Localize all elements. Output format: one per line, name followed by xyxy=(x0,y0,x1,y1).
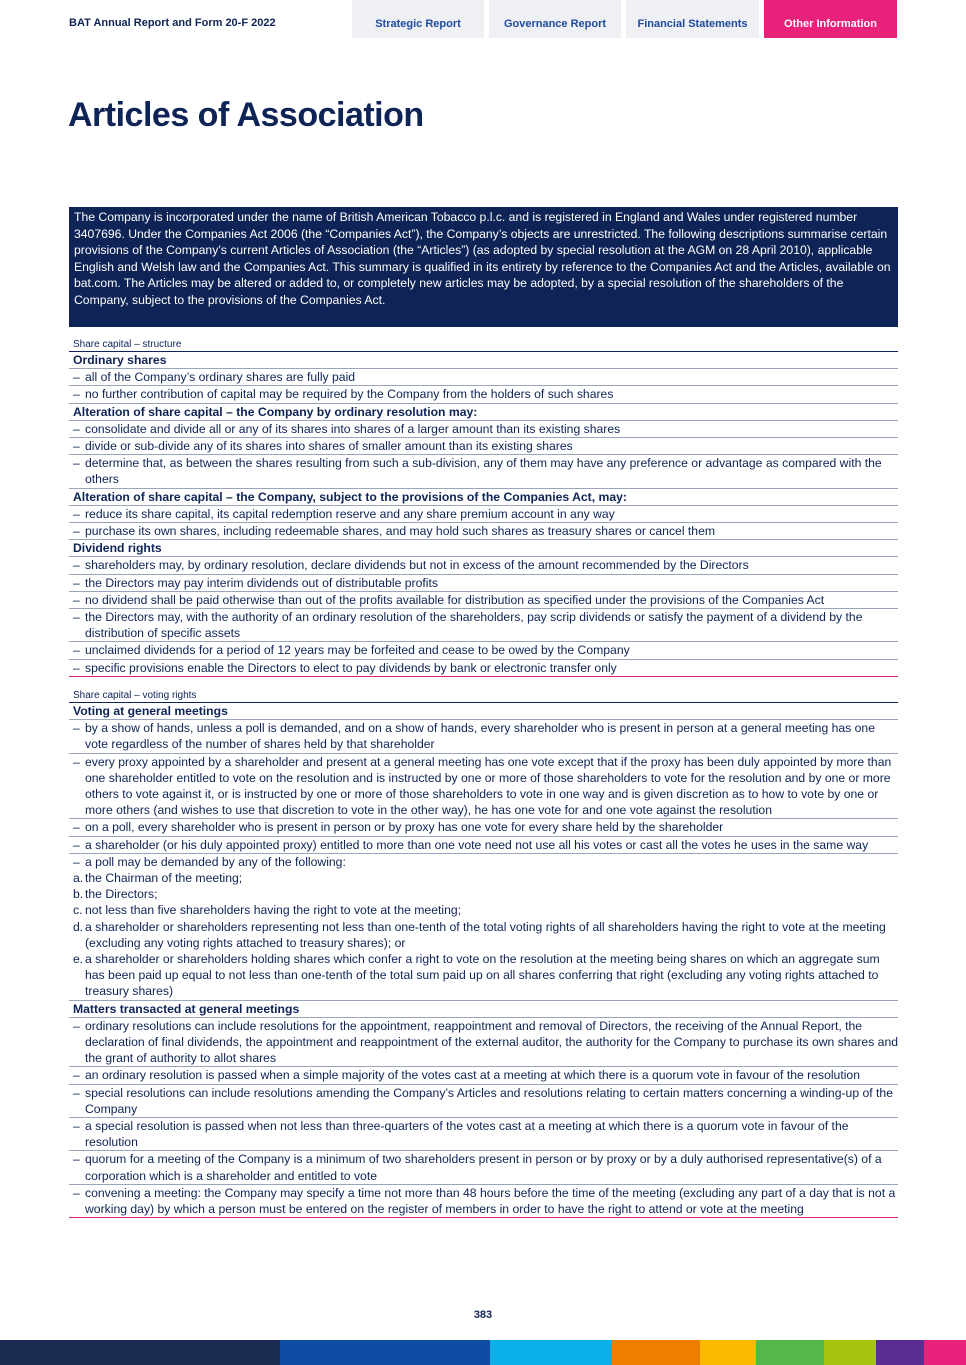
row-text: unclaimed dividends for a period of 12 years may be forfeited and cease to be owed by the Company xyxy=(85,643,630,658)
footer-color-segment xyxy=(280,1340,490,1365)
row-marker: – xyxy=(73,524,80,539)
table-row xyxy=(69,454,898,487)
table-subitem xyxy=(69,919,898,951)
share-capital-structure-table xyxy=(69,351,898,677)
table-section-heading: Voting at general meetings xyxy=(73,704,228,718)
table-subitem xyxy=(69,886,898,902)
table-row xyxy=(69,385,898,402)
row-marker: b. xyxy=(73,887,84,902)
row-text: all of the Company’s ordinary shares are fully paid xyxy=(85,370,356,385)
section-label: Share capital – voting rights xyxy=(73,690,197,701)
document-title: BAT Annual Report and Form 20-F 2022 xyxy=(69,17,276,29)
table-row xyxy=(69,368,898,385)
footer-color-bar xyxy=(0,1340,966,1365)
table-row xyxy=(69,608,898,641)
row-text: not less than five shareholders having the right to vote at the meeting; xyxy=(85,903,462,918)
table-row xyxy=(69,1184,898,1217)
table-subitem xyxy=(69,870,898,886)
table-section-heading: Alteration of share capital – the Company, subject to the provisions of the Companies Act, may: xyxy=(69,488,898,505)
row-marker: – xyxy=(73,721,80,736)
row-text: the Chairman of the meeting; xyxy=(85,871,243,886)
table-row xyxy=(69,659,898,676)
table-row xyxy=(69,818,898,835)
row-text: a shareholder (or his duly appointed proxy) entitled to more than one vote need not use all his votes or cast all the votes he uses in the same way xyxy=(85,837,869,852)
table-row xyxy=(69,719,898,752)
row-marker: – xyxy=(73,1185,80,1200)
row-marker: – xyxy=(73,1119,80,1134)
row-text: the Directors may, with the authority of an ordinary resolution of the shareholders, pay scrip dividends or satisfy the payment of a dividend by the distribution of specific assets xyxy=(85,610,863,641)
row-marker: – xyxy=(73,610,80,625)
row-text: determine that, as between the shares resulting from such a sub-division, any of them may have any preference or advantage as compared with the others xyxy=(85,456,882,487)
row-text: divide or sub-divide any of its shares into shares of smaller amount than its existing shares xyxy=(85,439,573,454)
table-row xyxy=(69,420,898,437)
row-marker: – xyxy=(73,837,80,852)
row-text: special resolutions can include resolutions amending the Company’s Articles and resolutions relating to certain matters concerning a winding-up of the Company xyxy=(85,1085,893,1116)
table-row xyxy=(69,574,898,591)
row-text: a special resolution is passed when not less than three-quarters of the votes cast at a meeting at which there is a quorum vote in favour of the resolution xyxy=(85,1119,849,1150)
table-section-heading: Matters transacted at general meetings xyxy=(69,1000,898,1017)
share-capital-voting-table xyxy=(69,702,898,1218)
row-marker: – xyxy=(73,820,80,835)
row-text: no dividend shall be paid otherwise than out of the profits available for distribution as specified under the provisions of the Companies Act xyxy=(85,592,825,607)
row-marker: – xyxy=(73,506,80,521)
row-text: a shareholder or shareholders representing not less than one-tenth of the total voting rights of all shareholders having the right to vote at the meeting (excluding any voting rights attached to treasury shares); or xyxy=(85,919,886,950)
section-label: Share capital – structure xyxy=(73,339,182,350)
table-section-heading: Dividend rights xyxy=(69,539,898,556)
row-marker: – xyxy=(73,387,80,402)
intro-panel: The Company is incorporated under the name of British American Tobacco p.l.c. and is registered in England and Wales under registered number 3407696. Under the Companies Act 2006 (the “Companies Act”), the Company’s objects are unrestricted. The following descriptions summarise certain provisions of the Company’s current Articles of Association (the “Articles”) (as adopted by special resolution at the AGM on 28 April 2010), applicable English and Welsh law and the Companies Act. This summary is qualified in its entirety by reference to the Companies Act and the Articles, available on bat.com. The Articles may be altered or added to, or completely new articles may be adopted, by a special resolution of the shareholders of the Company, subject to the provisions of the Companies Act. xyxy=(69,207,898,327)
footer-color-segment xyxy=(0,1340,280,1365)
table-row xyxy=(69,1084,898,1117)
row-marker: – xyxy=(73,754,80,769)
row-marker: – xyxy=(73,1068,80,1083)
row-text: the Directors; xyxy=(85,887,158,902)
row-text: reduce its share capital, its capital redemption reserve and any share premium account in any way xyxy=(85,506,615,521)
top-navigation xyxy=(0,0,966,38)
row-marker: – xyxy=(73,456,80,471)
row-text: ordinary resolutions can include resolutions for the appointment, reappointment and removal of Directors, the receiving of the Annual Report, the declaration of final dividends, the appointment and reappointment of the external auditor, the authority for the Company to purchase its own shares and the grant of authority to allot shares xyxy=(85,1018,899,1066)
row-text: a shareholder or shareholders holding shares which confer a right to vote on the resolution at the meeting being shares on which an aggregate sum has been paid up equal to not less than one-tenth of the total sum paid up on all shares conferring that right (excluding any voting rights attached to treasury shares) xyxy=(85,952,880,999)
row-text: by a show of hands, unless a poll is demanded, and on a show of hands, every shareholder who is present in person at a general meeting has one vote regardless of the number of shares held by that shareholder xyxy=(85,721,875,752)
tab-governance-report[interactable]: Governance Report xyxy=(489,0,621,38)
table-row xyxy=(69,641,898,658)
row-marker: – xyxy=(73,439,80,454)
row-marker: – xyxy=(73,854,80,869)
tab-strategic-report[interactable]: Strategic Report xyxy=(352,0,484,38)
row-marker: – xyxy=(73,592,80,607)
row-marker: – xyxy=(73,575,80,590)
table-section-heading: Alteration of share capital – the Company by ordinary resolution may: xyxy=(69,403,898,420)
row-text: shareholders may, by ordinary resolution, declare dividends but not in excess of the amount recommended by the Directors xyxy=(85,558,749,573)
footer-color-segment xyxy=(756,1340,824,1365)
table-row xyxy=(69,836,898,853)
row-marker: – xyxy=(73,1085,80,1100)
tab-other-information[interactable]: Other Information xyxy=(764,0,897,38)
row-marker: – xyxy=(73,370,80,385)
row-text: a poll may be demanded by any of the following: xyxy=(85,854,346,869)
row-text: the Directors may pay interim dividends out of distributable profits xyxy=(85,575,438,590)
row-text: every proxy appointed by a shareholder and present at a general meeting has one vote except that if the proxy has been duly appointed by more than one shareholder entitled to vote on the resolution and is instructed by one or more of those shareholders to vote for the resolution and by one or more others to vote against it, or is instructed by one or more of those shareholders to vote in one way and is given discretion as to how to vote by one or more others (and wishes to use that discretion to vote in the other way), he has one vote for and one vote against the resolution xyxy=(85,754,892,818)
table-row xyxy=(69,1117,898,1150)
table-row xyxy=(69,522,898,539)
table-subitem xyxy=(69,902,898,918)
row-marker: – xyxy=(73,660,80,675)
table-row xyxy=(69,853,898,870)
row-marker: – xyxy=(73,1152,80,1167)
row-marker: a. xyxy=(73,871,84,886)
footer-color-segment xyxy=(924,1340,966,1365)
row-text: quorum for a meeting of the Company is a minimum of two shareholders present in person or by proxy or by a duly authorised representative(s) of a corporation which is a shareholder and entitled to vote xyxy=(85,1152,882,1183)
row-text: purchase its own shares, including redeemable shares, and may hold such shares as treasury shares or cancel them xyxy=(85,524,716,539)
table-row xyxy=(69,591,898,608)
row-marker: d. xyxy=(73,919,84,934)
share-capital-structure-section xyxy=(69,338,898,677)
table-row xyxy=(69,1150,898,1183)
table-row xyxy=(69,753,898,819)
footer-color-segment xyxy=(700,1340,756,1365)
row-text: convening a meeting: the Company may specify a time not more than 48 hours before the time of the meeting (excluding any part of a day that is not a working day) by which a person must be entered on the register of members in order to have the right to attend or vote at the meeting xyxy=(85,1185,896,1217)
row-marker: – xyxy=(73,1018,80,1033)
row-marker: c. xyxy=(73,903,83,918)
row-marker: – xyxy=(73,643,80,658)
row-marker: – xyxy=(73,558,80,573)
table-row xyxy=(69,1066,898,1083)
table-row xyxy=(69,1017,898,1067)
row-text: an ordinary resolution is passed when a simple majority of the votes cast at a meeting at which there is a quorum vote in favour of the resolution xyxy=(85,1068,860,1083)
table-row xyxy=(69,505,898,522)
row-text: specific provisions enable the Directors to elect to pay dividends by bank or electronic transfer only xyxy=(85,660,617,675)
row-marker: e. xyxy=(73,952,84,967)
footer-color-segment xyxy=(824,1340,876,1365)
tab-financial-statements[interactable]: Financial Statements xyxy=(626,0,759,38)
table-subitem xyxy=(69,951,898,1000)
row-text: on a poll, every shareholder who is present in person or by proxy has one vote for every share held by the shareholder xyxy=(85,820,724,835)
footer-color-segment xyxy=(612,1340,700,1365)
table-row xyxy=(69,556,898,573)
page-title: Articles of Association xyxy=(68,96,424,134)
page-number: 383 xyxy=(473,1309,493,1321)
table-section-heading: Ordinary shares xyxy=(73,353,167,367)
row-text: consolidate and divide all or any of its shares into shares of a larger amount than its existing shares xyxy=(85,421,621,436)
footer-color-segment xyxy=(876,1340,924,1365)
share-capital-voting-section xyxy=(69,689,898,1218)
footer-color-segment xyxy=(490,1340,612,1365)
table-row xyxy=(69,437,898,454)
row-marker: – xyxy=(73,421,80,436)
row-text: no further contribution of capital may be required by the Company from the holders of such shares xyxy=(85,387,614,402)
